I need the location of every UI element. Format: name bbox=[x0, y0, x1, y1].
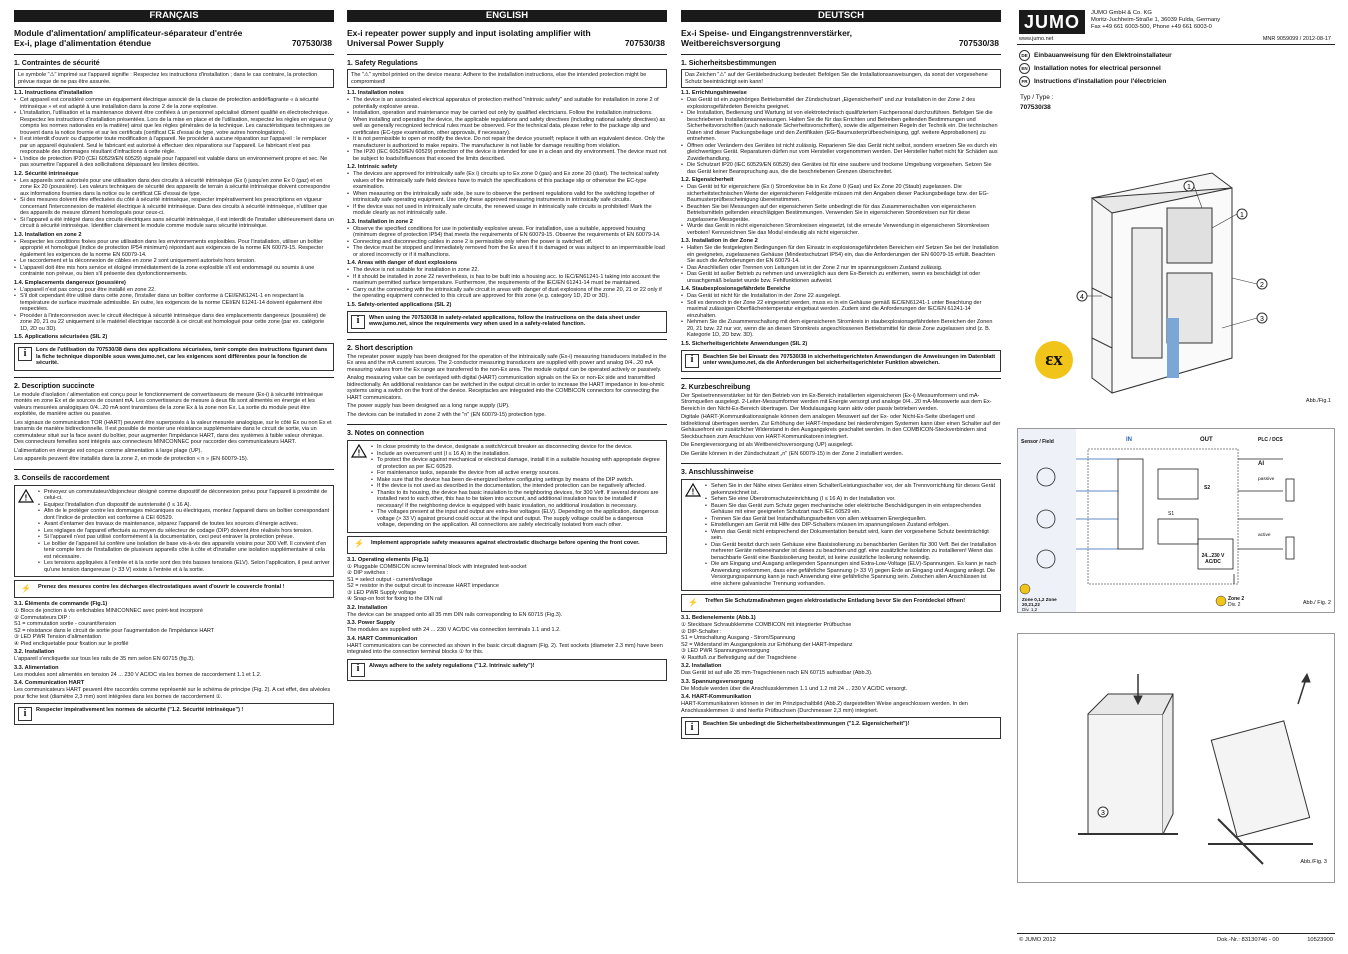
info-note: i Always adhere to the safety regulations ("1.2. Intrinsic safety")! bbox=[347, 659, 667, 681]
info-note: i Lors de l'utilisation du 707530/38 dans des applications sécurisées, tenir compte des instructions figurant dans la fiche technique disponible sous www.jumo.net, car les exigences sont différentes pour la fonction de sécurité. bbox=[14, 343, 334, 371]
paragraph: The repeater power supply has been designed for the operation of the intrinsically safe (Ex-i) measuring transducers installed in the Ex area and the mA current sources. The 2-conductor measuring transducers are supplied with power and analog 0/4...20 mA measuring values from the Ex range are transferred to the non-Ex area. The module output can be operated actively or passively. bbox=[347, 353, 667, 373]
subsection-heading: 3.4. Communication HART bbox=[14, 680, 85, 686]
paragraph: Les appareils peuvent être installés dans la zone 2, en mode de protection « n » (EN 60079-15). bbox=[14, 456, 249, 462]
in-label: IN bbox=[1126, 437, 1132, 443]
list-item: • L'installation, l'utilisation et la maintenance doivent être confiées à un personnel spécialisé dûment qualifié en électrotechnique. Respectez les instructions d'installation présentées. Lors de la mise en place et de l'utilisation, respectez les règles en vigueur (y compris les normes nationales en la matière) ainsi que les règles générales de la technique. Les caractéristiques techniques se trouvent dans la notice fournie et sur les certificats (certificat CE d'essai de type, votre autres homologations). bbox=[14, 110, 334, 136]
warning-box bbox=[14, 485, 334, 578]
subsection-heading: 1.4. Staubexplosionsgefährdete Bereiche bbox=[681, 286, 791, 292]
subsection-heading: 1.5. Applications sécurisées (SIL 2) bbox=[14, 334, 108, 340]
device-illustration bbox=[1072, 168, 1297, 403]
subsection-heading: 1.3. Installation in zone 2 bbox=[347, 218, 413, 225]
paragraph: The devices can be installed in zone 2 with the "n" (EN 60079-15) protection type. bbox=[347, 411, 546, 418]
list-item: ① Blocs de jonction à vis enfichables MINICONNEC avec point-test incorporé bbox=[14, 608, 203, 614]
zone-ex-text: Zone 0,1,2 Zone 20,21,22 bbox=[1022, 597, 1057, 607]
svg-text:1: 1 bbox=[1240, 212, 1244, 219]
list-item: • Die Schutzart IP20 (IEC 60529/EN 60529) des Gerätes ist für eine saubere und trockene Umgebung vorgesehen. Setzen Sie das Gerät keiner Beanspruchung aus, die die beschriebenen Grenzen überschreitet. bbox=[681, 162, 1001, 175]
lang-row-fr bbox=[1019, 76, 1172, 87]
title-text: Module d'alimentation/ amplificateur-séparateur d'entrée Ex-i, plage d'alimentation étendue bbox=[14, 28, 243, 48]
list-item: • Make sure that the device has been de-energized before configuring settings by means of the DIP switch. bbox=[371, 477, 663, 484]
warning-box bbox=[347, 440, 667, 533]
subsection-heading: 3.4. HART Communication bbox=[347, 635, 418, 642]
lang-code: FR bbox=[1019, 76, 1030, 87]
esd-icon: ⚡ bbox=[21, 583, 31, 593]
doc-title bbox=[681, 28, 1001, 48]
list-item: • Soll es dennoch in der Zone 22 eingesetzt werden, muss es in ein Gehäuse gemäß IEC/EN61241-1 unter Beachtung der maximal zulässigen Oberflächentemperatur eingebaut werden. Zudem sind die Anforderungen der IEC/EN 61241-14 einzuhalten. bbox=[681, 300, 1001, 320]
title-text: Ex-i Speise- und Eingangstrennverstärker, Weitbereichsversorgung bbox=[681, 28, 853, 48]
type-value: 707530/38 bbox=[1020, 104, 1051, 111]
paragraph: Analog measuring value can be overlayed with digital (HART) communication signals on the Ex or non-Ex side and transmitted bidirectionally. An additional resistance can be switched in the output circuit in order to increase the HART impedance in low-ohmic systems using a switch on the front of the device. Receptacles are integrated into the COMBICON connectors for connecting the HART communicators. bbox=[347, 375, 665, 401]
paragraph: Die Energieversorgung ist als Weitbereichsversorgung (UP) ausgelegt. bbox=[681, 442, 854, 448]
active-label: active bbox=[1258, 533, 1271, 538]
mnr-number: MNR 9059099 / 2012-08-17 bbox=[1262, 36, 1331, 42]
mounting-illustration bbox=[1018, 634, 1334, 882]
jumo-logo: JUMO bbox=[1019, 10, 1085, 34]
list-item: S1 = commutation sortie - courant/tension bbox=[14, 621, 116, 627]
list-item: • Carry out the connecting with the intrinsically safe circuit in areas with danger of dust explosions of the zone 20, 21 or 22 only if the operating equipment connected to this circuit are approved for this zone (e.g. category 1D, 2D or 3D). bbox=[347, 287, 667, 300]
list-item: • It is not permissible to open or modify the device. Do not repair the device yourself; replace it with an equivalent device. Only the manufacturer is authorized to make repairs. The manufacturer is not liable for damage resulting from violation. bbox=[347, 136, 667, 149]
esd-icon: ⚡ bbox=[688, 597, 698, 607]
plc-label: PLC / DCS bbox=[1258, 437, 1283, 443]
info-note: i Beachten Sie unbedingt die Sicherheitsbestimmungen ("1.2. Eigensicherheit")! bbox=[681, 717, 1001, 739]
symbol-box: Das Zeichen "⚠" auf der Gerätebedruckung bedeutet: Befolgen Sie die Installationsanweisungen, da sonst der vorgesehene Schutz beeinträchtigt sein kann! bbox=[681, 69, 1001, 88]
subsection-heading: 1.2. Sécurité intrinsèque bbox=[14, 170, 79, 177]
subsection-heading: 1.2. Intrinsic safety bbox=[347, 164, 398, 170]
list-item: • S'il doit cependant être utilisé dans cette zone, l'installer dans un boîtier conforme à CEI/EN61241-1 en respectant la température de surface maximale admissible. En outre, les exigences de la norme CEI/EN 61241-14 doivent également être respectées. bbox=[14, 293, 334, 313]
symbol-box: The "⚠" symbol printed on the device means: Adhere to the installation instructions, else the intended protection might be compromised! bbox=[347, 69, 667, 88]
document-number: Dok.-Nr.: 83130746 - 00 bbox=[1217, 937, 1279, 943]
list-item: • L'appareil doit être mis hors service et éloigné immédiatement de la zone explosible s'il est endommagé ou soumis à une contrainte non prévue, ou bien s'il présente des dysfonctionnements. bbox=[14, 265, 334, 278]
info-icon: i bbox=[685, 721, 699, 735]
section-heading: 2. Short description bbox=[347, 344, 413, 352]
list-item: ③ LED PWR Tension d'alimentation bbox=[14, 634, 102, 640]
list-item: • Si l'appareil a été intégré dans des circuits électriques sans sécurité intrinsèque, il est interdit de l'installer ultérieurement dans un circuit à sécurité intrinsèque. Identifier clairement le module comme module sans sécurité intrinsèque. bbox=[14, 217, 334, 230]
svg-text:3: 3 bbox=[1260, 316, 1264, 323]
doc-title bbox=[347, 28, 667, 48]
svg-text:!: ! bbox=[24, 493, 28, 502]
lang-row-en bbox=[1019, 63, 1172, 74]
info-note: i Beachten Sie bei Einsatz des 707530/38 in sicherheitsgerichteten Anwendungen die Anweisungen im Datenblatt unter www.jumo.net, da die Anforderungen bei sicherheitsgerichteter Funktion abweichen. bbox=[681, 350, 1001, 372]
esd-note: ⚡ Implement appropriate safety measures against electrostatic discharge before opening the front cover. bbox=[347, 536, 667, 554]
website: www.jumo.net bbox=[1019, 36, 1054, 42]
symbol-box: Le symbole "⚠" imprimé sur l'appareil signifie : Respectez les instructions d'installation ; dans le cas contraire, la protection prévue risque de ne pas être assurée. bbox=[14, 69, 334, 88]
list-item: • To protect the device against mechanical or electrical damage, install it in a suitable housing with appropriate degree of protection as per IEC 60529. bbox=[371, 457, 663, 470]
list-item: • Include an overcurrent unit (I ≤ 16 A) in the installation. bbox=[371, 451, 663, 458]
subsection-heading: 3.1. Bedienelemente (Abb.1) bbox=[681, 615, 756, 621]
info-icon: i bbox=[351, 315, 365, 329]
list-item: • Das Gerät ist nicht für die Installation in der Zone 22 ausgelegt. bbox=[681, 293, 1001, 300]
subsection-heading: 1.1. Installation notes bbox=[347, 90, 404, 96]
paragraph: Digitale (HART-)Kommunikationssignale können dem analogen Messwert auf der Ex- oder Nicht-Ex-Seite überlagert und bidirektional übertragen werden. Zur Erhöhung der HART-Impedanz bei niederohmigen Systemen kann über einen Schalter auf der Gehäusefront ein zusätzlicher Widerstand in den Ausgangskreis geschaltet werden. In den COMBICON-Steckverbindern sind Steckbuchsen zum Anschluss von HART-Kommunikatoren integriert. bbox=[681, 414, 1001, 440]
paragraph: Der Speisetrennverstärker ist für den Betrieb von im Ex-Bereich installierten eigensicheren (Ex-i) Messumformern und mA-Stromquellen ausgelegt. 2-Leiter-Messumformer werden mit Energie versorgt und analoge 0/4...20 mA-Messwerte aus dem Ex-Bereich in den Nicht-Ex-Bereich übertragen. Der Modulausgang kann aktiv oder passiv betrieben werden. bbox=[681, 392, 992, 412]
list-item: • Procéder à l'interconnexion avec le circuit électrique à sécurité intrinsèque dans des emplacements dangereux (poussière) de zone 20, 21 ou 22 uniquement si le matériel électrique raccordé à ce circuit est homologué pour cette zone (par ex. catégorie 1D, 2D ou 3D). bbox=[14, 313, 334, 333]
language-list bbox=[1019, 48, 1172, 89]
section-heading: 2. Kurzbeschreibung bbox=[681, 383, 751, 391]
company-block bbox=[1091, 10, 1220, 31]
list-item: • Halten Sie die festgelegten Bedingungen für den Einsatz in explosionsgefährdeten Bereichen ein! Setzen Sie bei der Installation ein geeignetes, zugelassenes Gehäuse (Mindestschutzart IP54) ein, das die Anforderungen der EN 60079-15 erfüllt. Beachten Sie auch die Anforderungen der EN 60079-14. bbox=[681, 245, 1001, 265]
col-german bbox=[681, 10, 1001, 742]
list-item: S2 = Widerstand im Ausgangskreis zur Erhöhung der HART-Impedanz bbox=[681, 641, 853, 648]
mounting-diagram bbox=[1017, 633, 1335, 883]
subsection-heading: 3.3. Alimentation bbox=[14, 664, 59, 671]
company-contact: Fax +49 661 6003-500, Phone +49 661 6003-0 bbox=[1091, 24, 1212, 30]
list-item: • Il est interdit d'ouvrir ou d'apporter toute modification à l'appareil. Ne procéder à aucune réparation sur l'appareil : le remplacer par un appareil équivalent. Seul le fabricant est autorisé à effectuer des réparations sur l'appareil. Le fabricant n'est pas responsable des dommages résultant d'infractions à cette règle. bbox=[14, 136, 334, 156]
s2-label: S2 bbox=[1204, 485, 1211, 491]
esd-icon: ⚡ bbox=[354, 539, 364, 549]
list-item: • Les appareils sont autorisés pour une utilisation dans des circuits à sécurité intrinsèque (Ex i) jusqu'en zone Ex 0 (gaz) et en zone Ex 20 (poussière). Les valeurs techniques de sécurité des appareils de terrain à sécurité intrinsèque doivent correspondre aux informations fournies dans la notice ou le certificat CE d'essai de type. bbox=[14, 178, 334, 198]
div-ex-text: Div. 1,2 bbox=[1022, 607, 1038, 612]
power-label: 24...230 V AC/DC bbox=[1201, 553, 1225, 565]
list-item: ④ Rastfuß zur Befestigung auf der Tragschiene bbox=[681, 654, 797, 661]
fig1-label: Abb./Fig.1 bbox=[1305, 398, 1331, 404]
lang-bar: FRANÇAIS bbox=[14, 10, 334, 22]
list-item: • Beachten Sie bei Messungen auf der eigensicheren Seite unbedingt die für das Zusammenschalten von eigensicheren Betriebsmitteln geltenden einschlägigen Bestimmungen. Verwenden Sie in eigensicheren Stromkreisen nur für diese zugelassene Messgeräte. bbox=[681, 204, 1001, 224]
paragraph: Die Module werden über die Anschlussklemmen 1.1 und 1.2 mit 24 ... 230 V AC/DC versorgt. bbox=[681, 685, 908, 692]
list-item: • Le boîtier de l'appareil lui confère une isolation de base vis-à-vis des appareils voisins pour 300 Veff. Il convient d'en tenir compte lors de l'installation de plusieurs appareils côte à côte et d'installer une isolation supplémentaire si cela est nécessaire. bbox=[38, 541, 330, 561]
subsection-heading: 3.2. Installation bbox=[347, 604, 388, 611]
subsection-heading: 3.2. Installation bbox=[14, 649, 55, 655]
list-item: • Wurde das Gerät in nicht eigensicheren Stromkreisen eingesetzt, ist die erneute Verwendung in eigensicheren Stromkreisen verboten! Kennzeichnen Sie das Modul eindeutig als nicht eigensicher. bbox=[681, 223, 1001, 236]
lang-bar: ENGLISH bbox=[347, 10, 667, 22]
type-number: 707530/38 bbox=[624, 38, 665, 48]
section-heading: 1. Contraintes de sécurité bbox=[14, 60, 100, 67]
list-item: • Die am Eingang und Ausgang anliegenden Spannungen sind Extra-Low-Voltage (ELV)-Spannungen. Es kann je nach Anwendung vorkommen, dass eine gefährliche Spannung (> 33 V) gegen Erde an Eingang und Ausgang anliegt. Die Versorgungsspannung kann je nach Anwendung eine gefährliche Spannung sein. Zwischen allen Anschlüssen ist eine sichere galvanische Trennung vorhanden. bbox=[705, 561, 997, 587]
s1-label: S1 bbox=[1168, 511, 1175, 517]
section-heading: 2. Description succincte bbox=[14, 382, 95, 390]
info-note: i When using the 707530/38 in safety-related applications, follow the instructions on the data sheet under www.jumo.net, since the requirements vary when used in a safety-related function. bbox=[347, 311, 667, 333]
col-english bbox=[347, 10, 667, 684]
list-item: • Les réglages de l'appareil effectués au moyen du sélecteur de codage (DIP) doivent être réalisés hors tension. bbox=[38, 528, 330, 535]
lang-label: Instructions d'installation pour l'électricien bbox=[1034, 78, 1167, 85]
section-heading: 3. Conseils de raccordement bbox=[14, 474, 110, 482]
list-item: • Nehmen Sie die Zusammenschaltung mit dem eigensicheren Stromkreis in staubexplosionsgefährdeten Bereichen der Zonen 20, 21 bzw. 22 nur vor, wenn die an diesen Stromkreis angeschlossenen Betriebsmittel für diese Zone zugelassen sind (z. B. Kategorie 1D, 2D bzw. 3D). bbox=[681, 319, 1001, 339]
list-item: • Respecter les conditions fixées pour une utilisation dans les environnements explosibles. Pour l'installation, utiliser un boîtier approprié et homologué (indice de protection IP54 minimum) répondant aux exigences de la norme EN 60079-15. Respecter également les exigences de la norme EN 60079-14. bbox=[14, 239, 334, 259]
paragraph: HART communicators can be connected as shown in the basic circuit diagram (Fig. 2). Test sockets (diameter 2.3 mm) have been integrated into the connection terminal blocks ① for this. bbox=[347, 642, 663, 655]
subsection-heading: 1.3. Installation in der Zone 2 bbox=[681, 238, 758, 244]
lang-code: EN bbox=[1019, 63, 1030, 74]
section-heading: 3. Anschlusshinweise bbox=[681, 469, 754, 476]
list-item: • In close proximity to the device, designate a switch/circuit breaker as disconnecting device for the device. bbox=[371, 444, 663, 451]
list-item: ③ LED PWR Spannungsversorgung bbox=[681, 648, 770, 654]
paragraph: Le module d'isolation / alimentation est conçu pour le fonctionnement de convertisseurs de mesure (Ex-i) à sécurité intrinsèque montés en zone Ex et de sources de courant mA. Les convertisseurs de mesure à deux fils sont alimentés en énergie et les valeurs mesurées analogiques 0/4...20 mA sont transmises de la zone Ex à la zone non Ex. La sortie du module peut être exploitée, de manière active ou passive. bbox=[14, 391, 323, 417]
list-item: • If the device is not used as described in the documentation, the intended protection can be negatively affected. bbox=[371, 483, 663, 490]
list-item: S1 = Umschaltung Ausgang - Strom/Spannung bbox=[681, 635, 796, 641]
esd-note: ⚡ Prenez des mesures contre les décharges électrostatiques avant d'ouvrir le couvercle frontal ! bbox=[14, 580, 334, 598]
list-item: • Observe the specified conditions for use in potentially explosive areas. For installation, use a suitable, approved housing (minimum degree of protection IP54) that meets the requirements of EN 60079-15. Observe the requirements of EN 60079-14. bbox=[347, 226, 667, 239]
paragraph: The modules are supplied with 24 ... 230 V AC/DC via connection terminals 1.1 and 1.2. bbox=[347, 627, 561, 633]
subsection-heading: 1.1. Instructions d'installation bbox=[14, 90, 93, 96]
list-item: ④ Pied encliquetable pour fixation sur le profilé bbox=[14, 640, 129, 647]
warning-icon bbox=[351, 444, 367, 458]
list-item: • Das Gerät ist ein zugehöriges Betriebsmittel der Zündschutzart „Eigensicherheit" und zur Installation in der Zone 2 des explosionsgefährdeten Bereichs geeignet. bbox=[681, 97, 1001, 110]
list-item: • Le raccordement et la déconnexion de câbles en zone 2 sont uniquement autorisés hors tension. bbox=[14, 258, 334, 265]
subsection-heading: 1.1. Errichtungshinweise bbox=[681, 90, 747, 96]
subsection-heading: 1.2. Eigensicherheit bbox=[681, 177, 734, 183]
list-item: • The device is an associated electrical apparatus of protection method "intrinsic safety" and suitable for installation in zone 2 of potentially explosive areas. bbox=[347, 97, 667, 110]
info-icon: i bbox=[18, 707, 32, 721]
list-item: • Installation, operation and maintenance may be carried out only by qualified electricians. Follow the installation instructions. When installing and operating the device, the applicable regulations and safety directives (including national safety directives) as well as generally recognized technical rules must be observed. For the technical data, please refer to the package slip and certificates (EC-type examination, other approvals, if necessary). bbox=[347, 110, 667, 136]
list-item: ③ LED PWR Supply voltage bbox=[347, 589, 417, 596]
circuit-diagram bbox=[1017, 428, 1335, 613]
svg-text:!: ! bbox=[357, 448, 361, 458]
info-icon: i bbox=[685, 354, 699, 368]
subsection-heading: 1.5. Safety-oriented applications (SIL 2) bbox=[347, 301, 452, 308]
list-item: ② DIP switches : bbox=[347, 570, 389, 576]
ex-logo: εx bbox=[1035, 341, 1073, 379]
paragraph: Les modules sont alimentés en tension 24 ... 230 V AC/DC via les bornes de raccordement 1.1 et 1.2. bbox=[14, 671, 262, 678]
list-item: • Das Gerät ist außer Betrieb zu nehmen und unverzüglich aus dem Ex-Bereich zu entfernen, wenn es beschädigt ist oder unsachgemäß belastet wurde bzw. Fehlfunktionen aufweist. bbox=[681, 271, 1001, 284]
svg-text:1: 1 bbox=[1187, 184, 1191, 191]
list-item: S2 = resistor in the output circuit to increase HART impedance bbox=[347, 583, 499, 589]
col-french bbox=[14, 10, 334, 728]
sensor-label: Sensor / Field bbox=[1021, 439, 1054, 445]
list-item: • Si l'appareil n'est pas utilisé conformément à la documentation, ceci peut entraver la protection prévue. bbox=[38, 534, 330, 541]
subsection-heading: 1.4. Areas with danger of dust explosions bbox=[347, 260, 458, 266]
list-item: • Das Anschließen oder Trennen von Leitungen ist in der Zone 2 nur im spannungslosen Zustand zulässig. bbox=[681, 265, 1001, 272]
type-label: Typ / Type : bbox=[1020, 94, 1054, 101]
paragraph: L'alimentation en énergie est conçue comme alimentation à large plage (UP). bbox=[14, 447, 202, 454]
fig2-label: Abb./ Fig. 2 bbox=[1302, 600, 1331, 606]
list-item: • Bauen Sie das Gerät zum Schutz gegen mechanische oder elektrische Beschädigungen in ein entsprechendes Gehäuse mit einer geeigneten Schutzart nach IEC 60529 ein. bbox=[705, 503, 997, 516]
list-item: S2 = résistance dans le circuit de sortie pour l'augmentation de l'impédance HART bbox=[14, 627, 215, 634]
list-item: ① Steckbare Schraubklemme COMBICON mit integrierter Prüfbuchse bbox=[681, 622, 852, 628]
list-item: • L'indice de protection IP20 (CEI 60529/EN 60529) signalé pour l'appareil est valable dans un environnement propre et sec. Ne pas soumettre l'appareil à des sollicitations dépassant les limites décrites. bbox=[14, 156, 334, 169]
subsection-heading: 3.2. Installation bbox=[681, 663, 722, 669]
list-item: ④ Snap-on foot for fixing to the DIN rail bbox=[347, 596, 443, 602]
list-item: • The devices are approved for intrinsically safe (Ex i) circuits up to Ex zone 0 (gas) and Ex zone 20 (dust). The technical safety values of the intrinsically safe field devices have to match the specifications of this package slip or otherwise the EC-type examination. bbox=[347, 171, 667, 191]
company-address: Moritz-Juchheim-Straße 1, 36039 Fulda, Germany bbox=[1091, 17, 1221, 23]
list-item: • The device must be stopped and immediately removed from the Ex area if it is damaged or was subject to an impermissible load or stored incorrectly or if it malfunctions. bbox=[347, 245, 667, 258]
list-item: • Wenn das Gerät nicht entsprechend der Dokumentation benutzt wird, kann der vorgesehene Schutz beeinträchtigt sein. bbox=[705, 529, 997, 542]
doc-title bbox=[14, 28, 334, 48]
list-item: • Prévoyez un commutateur/disjoncteur désigné comme dispositif de déconnexion prévu pour l'appareil à proximité de celui-ci. bbox=[38, 489, 330, 502]
info-icon: i bbox=[351, 663, 365, 677]
paragraph: L'appareil s'encliquette sur tous les rails de 35 mm selon EN 60715 (fig.3). bbox=[14, 656, 195, 662]
subsection-heading: 3.3. Spannungsversorgung bbox=[681, 678, 754, 685]
list-item: • Das Gerät besitzt durch sein Gehäuse eine Basisisolierung zu benachbarten Geräten für 300 Veff. Bei der Installation mehrerer Geräte nebeneinander ist dieses zu beachten und ggf. eine zusätzliche Isolation zu installieren! Wenn das benachbarte Gerät eine Basisisolierung besitzt, ist keine zusätzliche Isolierung notwendig. bbox=[705, 542, 997, 562]
list-item: • For maintenance tasks, separate the device from all active energy sources. bbox=[371, 470, 663, 477]
warning-icon bbox=[18, 489, 34, 503]
list-item: • When measuring on the intrinsically safe side, be sure to observe the pertinent regulations valid for the switching together of intrinsically safe operating equipment. Use only these approved measuring instruments in intrinsically safe circuits. bbox=[347, 191, 667, 204]
article-code: 10523900 bbox=[1307, 937, 1333, 943]
info-note: i Respecter impérativement les normes de sécurité ("1.2. Sécurité intrinsèque") ! bbox=[14, 703, 334, 725]
list-item: • Equipez l'installation d'un dispositif de surintensité (I ≤ 16 A). bbox=[38, 502, 330, 509]
type-number: 707530/38 bbox=[291, 38, 332, 48]
list-item: • The voltages present at the input and output are extra-low voltages (ELV). Depending on the application, dangerous voltage (> 33 V) against ground could occur at the input and output. The supply voltage could be a dangerous voltage, depending on the application. All connections are safely electrically isolated from each other. bbox=[371, 509, 663, 529]
list-item: ② DIP-Schalter : bbox=[681, 628, 722, 635]
subsection-heading: 3.4. HART-Kommunikation bbox=[681, 694, 752, 700]
zone2-text: Zone 2 bbox=[1228, 596, 1245, 602]
type-number: 707530/38 bbox=[958, 38, 999, 48]
list-item: • Trennen Sie das Gerät bei Instandhaltungsarbeiten von allen wirksamen Energiequellen. bbox=[705, 516, 997, 523]
list-item: • The IP20 (IEC 60529/EN 60529) protection of the device is intended for use in a clean and dry environment. The device must not be subject to loads/influences that exceed the limits described. bbox=[347, 149, 667, 162]
section-heading: 3. Notes on connection bbox=[347, 430, 425, 437]
paragraph: The device can be snapped onto all 35 mm DIN rails corresponding to EN 60715 (Fig.3). bbox=[347, 611, 563, 618]
list-item: ② Commutateurs DIP : bbox=[14, 614, 71, 621]
list-item: • Sehen Sie eine Überstromschutzeinrichtung (I ≤ 16 A) in der Installation vor. bbox=[705, 496, 997, 503]
lang-label: Einbauanweisung für den Elektroinstallateur bbox=[1034, 52, 1172, 59]
list bbox=[14, 97, 334, 169]
lang-bar: DEUTSCH bbox=[681, 10, 1001, 22]
list-item: • Connecting and disconnecting cables in zone 2 is permissible only when the power is switched off. bbox=[347, 239, 667, 246]
subsection-heading: 1.4. Emplacements dangereux (poussière) bbox=[14, 279, 126, 286]
right-column bbox=[1017, 8, 1335, 948]
subsection-heading: 3.1. Éléments de commande (Fig.1) bbox=[14, 601, 108, 607]
list-item: • Öffnen oder Verändern des Gerätes ist nicht zulässig. Reparieren Sie das Gerät nicht selbst, sondern ersetzen Sie es durch ein gleichwertiges Gerät. Reparaturen dürfen nur vom Hersteller vorgenommen werden. Der Hersteller haftet nicht für Schäden aus Zuwiderhandlung. bbox=[681, 143, 1001, 163]
paragraph: Die Geräte können in der Zündschutzart „n" (EN 60079-15) in der Zone 2 installiert werden. bbox=[681, 450, 904, 457]
subsection-heading: 1.3. Installation en zone 2 bbox=[14, 231, 82, 238]
list-item: S1 = select output - current/voltage bbox=[347, 576, 433, 583]
out-label: OUT bbox=[1200, 437, 1213, 443]
subsection-heading: 3.3. Power Supply bbox=[347, 620, 395, 626]
info-icon: i bbox=[18, 347, 32, 361]
list-item: • Afin de le protéger contre les dommages mécaniques ou électriques, montez l'appareil dans un boîtier correspondant dont l'indice de protection est conforme à CEI 60529. bbox=[38, 508, 330, 521]
ai-label: AI bbox=[1258, 461, 1264, 467]
list-item: • L'appareil n'est pas conçu pour être installé en zone 22. bbox=[14, 287, 334, 294]
list-item: • Les tensions appliquées à l'entrée et à la sortie sont des très basses tensions (ELV). Selon l'application, il peut arriver qu'une tension dangereuse (> 33 V) existe à l'entrée et à la sortie. bbox=[38, 560, 330, 573]
paragraph: HART-Kommunikatoren können in der im Prinzipschaltbild (Abb.2) dargestellten Weise angeschlossen werden. In den Anschlussklemmen ① sind hierfür Prüfbuchsen (Durchmesser 2,3 mm) integriert. bbox=[681, 701, 968, 714]
list-item: • Das Gerät ist für eigensichere (Ex i) Stromkreise bis in Ex Zone 0 (Gas) und Ex Zone 20 (Staub) zugelassen. Die sicherheitstechnischen Werte der eigensicheren Feldgeräte müssen mit den Angaben dieser Packungsbeilage bzw. der EG-Baumusterprüfbescheinigung übereinstimmen. bbox=[681, 184, 1001, 204]
svg-text:3: 3 bbox=[1101, 810, 1105, 817]
list-item: • Cet appareil est considéré comme un équipement électrique associé de la classe de protection antidéflagrante « à sécurité intrinsèque » et est adapté à une installation dans la zone 2 de la zone explosive. bbox=[14, 97, 334, 110]
paragraph: Das Gerät ist auf alle 35 mm-Tragschienen nach EN 60715 aufrastbar (Abb.3). bbox=[681, 670, 873, 676]
paragraph: Les communicateurs HART peuvent être raccordés comme représenté sur le schéma de principe (Fig. 2). A cet effet, des alvéoles pour fiche test (diamètre 2,3 mm) sont intégrées dans les bornes de raccordement ①. bbox=[14, 687, 331, 700]
svg-text:!: ! bbox=[691, 487, 695, 497]
list-item: • The device is not suitable for installation in zone 22. bbox=[347, 267, 667, 274]
paragraph: Les signaux de communication TOR (HART) peuvent être superposés à la valeur mesurée analogique, sur le côté Ex ou non Ex et transmis de manière bidirectionnelle. Il est possible de monter une résistance supplémentaire dans le circuit de sortie, via un commutateur situé sur la face avant du boîtier, pour augmenter l'impédance HART, dans des systèmes à faible valeur ohmique. Des connecteurs femelles sont intégrés aux connecteurs MINICONNEC pour raccorder des communicateurs HART. bbox=[14, 419, 332, 445]
list-item: • If it should be installed in zone 22 nevertheless, is has to be built into a housing acc. to IEC/EN61241-1 taking into account the maximum permitted surface temperature. Furthermore, the requirements of the IEC/EN 61241-14 must be maintained. bbox=[347, 274, 667, 287]
list-item: • Sehen Sie in der Nähe eines Gerätes einen Schalter/Leistungsschalter vor, der als Trennvorrichtung für dieses Gerät gekennzeichnet ist. bbox=[705, 483, 997, 496]
esd-note: ⚡ Treffen Sie Schutzmaßnahmen gegen elektrostatische Entladung bevor Sie den Frontdeckel öffnen! bbox=[681, 594, 1001, 612]
list-item: ① Pluggable COMBICON screw terminal block with integrated test-socket bbox=[347, 563, 527, 570]
passive-label: passive bbox=[1258, 477, 1275, 482]
section-heading: 1. Sicherheitsbestimmungen bbox=[681, 60, 777, 67]
list-item: • Einstellungen am Gerät mit Hilfe des DIP-Schalters müssen im spannungslosen Zustand erfolgen. bbox=[705, 522, 997, 529]
list-item: • Die Installation, Bedienung und Wartung ist von elektrotechnisch qualifiziertem Fachpersonal durchzuführen. Befolgen Sie die beschriebenen Installationsanweisungen. Halten Sie die für das Errichten und Betreiben geltenden Bestimmungen und Sicherheitsvorschriften (auch nationale Sicherheitsvorschriften), sowie die allgemeinen Regeln der Technik ein. Die technischen Daten sind dieser Packungsbeilage und den Zertifikaten (EG-Baumusterprüfbescheinigung, ggf. weitere Approbationen) zu entnehmen. bbox=[681, 110, 1001, 143]
subsection-heading: 3.1. Operating elements (Fig.1) bbox=[347, 556, 429, 563]
svg-text:2: 2 bbox=[1260, 282, 1264, 289]
warning-icon bbox=[685, 483, 701, 497]
list-item: • Avant d'entamer des travaux de maintenance, séparez l'appareil de toutes les sources d'énergie actives. bbox=[38, 521, 330, 528]
section-heading: 1. Safety Regulations bbox=[347, 60, 418, 67]
list-item: • Thanks to its housing, the device has basic insulation to the neighboring devices, for 300 Veff. If several devices are installed next to each other, this has to be taken into account, and additional insulation has to be installed if necessary! If the neighboring device is equipped with basic insulation, no additional insulation is necessary. bbox=[371, 490, 663, 510]
lang-code: DE bbox=[1019, 50, 1030, 61]
circuit-wiring bbox=[1018, 429, 1336, 612]
copyright: © JUMO 2012 bbox=[1019, 937, 1056, 943]
warning-box bbox=[681, 479, 1001, 591]
list-item: • If the device was not used in intrinsically safe circuits, the renewed usage in intrinsically safe circuits is prohibited! Mark the module clearly as not intrinsically safe. bbox=[347, 204, 667, 217]
company-name: JUMO GmbH & Co. KG bbox=[1091, 10, 1152, 16]
paragraph: The power supply has been designed as a long range supply (UP). bbox=[347, 403, 510, 409]
subsection-heading: 1.5. Sicherheitsgerichtete Anwendungen (SIL 2) bbox=[681, 340, 808, 347]
lang-row-de bbox=[1019, 50, 1172, 61]
div2-text: Div. 2 bbox=[1228, 601, 1241, 608]
lang-label: Installation notes for electrical personnel bbox=[1034, 65, 1161, 72]
list-item: • Si des mesures doivent être effectuées du côté à sécurité intrinsèque, respecter impérativement les prescriptions en vigueur concernant l'interconnexion de matériel électrique à sécurité intrinsèque. Dans des circuits à sécurité intrinsèque, n'utiliser que des appareils de mesure dûment homologués pour ceux-ci. bbox=[14, 197, 334, 217]
svg-text:4: 4 bbox=[1080, 294, 1084, 301]
fig3-label: Abb./Fig. 3 bbox=[1300, 859, 1327, 865]
title-text: Ex-i repeater power supply and input isolating amplifier with Universal Power Supply bbox=[347, 28, 591, 48]
